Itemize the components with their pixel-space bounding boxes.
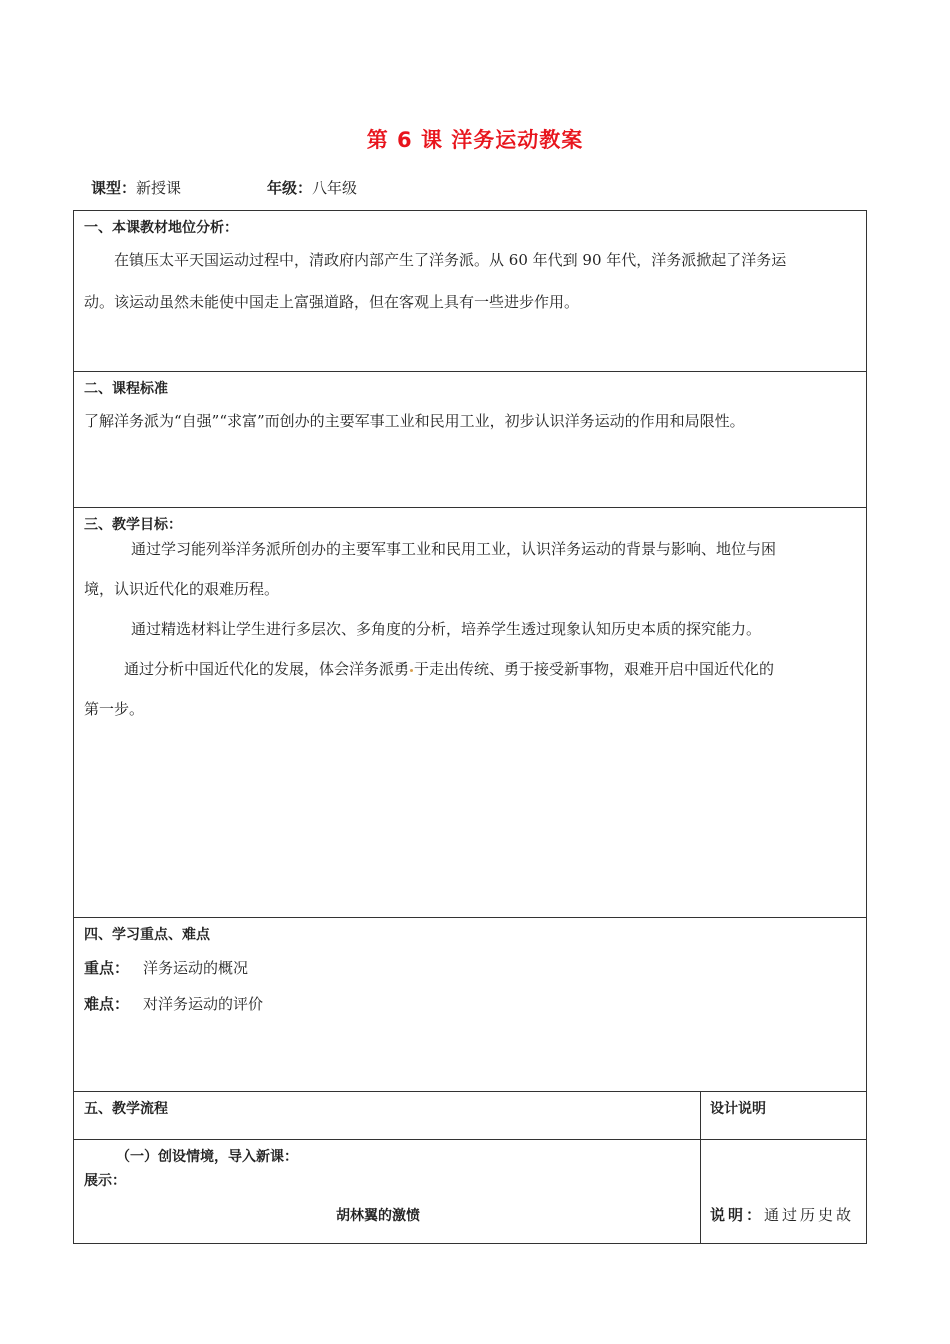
section-teaching-process-body <box>74 1139 866 1243</box>
dot-mark <box>410 669 413 672</box>
note-text: 通过历史故 <box>764 1206 855 1224</box>
step-heading: （一）创设情境，导入新课： <box>116 1149 298 1165</box>
paragraph-line: 通过学习能列举洋务派所创办的主要军事工业和民用工业，认识洋务运动的背景与影响、地位与困 <box>131 540 777 558</box>
lesson-type-value: 新授课 <box>136 179 182 197</box>
paragraph-line: 第一步。 <box>84 700 145 718</box>
story-title: 胡林翼的激愤 <box>336 1208 420 1224</box>
lesson-type-label: 课型： <box>91 179 137 197</box>
paragraph-line: 了解洋务派为“自强”“求富”而创办的主要军事工业和民用工业，初步认识洋务运动的作用和局限性。 <box>84 412 745 430</box>
grade <box>267 177 357 198</box>
lesson-plan-table <box>73 210 867 1244</box>
section-curriculum-standard <box>74 371 866 507</box>
section-heading: 三、教学目标： <box>84 517 182 533</box>
design-note-heading: 设计说明 <box>710 1101 766 1117</box>
difficult-label: 难点： <box>84 995 130 1013</box>
key-label: 重点： <box>84 959 130 977</box>
text-span: 于走出传统、勇于接受新事物，艰难开启中国近代化的 <box>414 660 775 678</box>
paragraph-line <box>124 648 774 690</box>
document-title: 第 6 课 洋务运动教案 <box>366 128 584 152</box>
difficult-value: 对洋务运动的评价 <box>143 995 264 1013</box>
column-divider <box>700 1092 701 1139</box>
note-label: 说明： <box>710 1206 765 1224</box>
show-label: 展示： <box>84 1173 126 1189</box>
grade-value: 八年级 <box>312 179 358 197</box>
paragraph-line: 通过精选材料让学生进行多层次、多角度的分析，培养学生透过现象认知历史本质的探究能力。 <box>131 620 762 638</box>
design-note <box>710 1194 854 1236</box>
paragraph-line: 在镇压太平天国运动过程中，清政府内部产生了洋务派。从 60 年代到 90 年代，洋务派掀起了洋务运 <box>114 251 787 269</box>
section-heading: 四、学习重点、难点 <box>84 927 210 943</box>
lesson-type <box>91 177 181 198</box>
section-heading: 五、教学流程 <box>84 1101 168 1117</box>
difficult-point <box>84 983 263 1025</box>
section-teaching-objectives <box>74 507 866 917</box>
text-span: 通过分析中国近代化的发展，体会洋务派勇 <box>124 660 410 678</box>
column-divider <box>700 1140 701 1243</box>
section-heading: 二、课程标准 <box>84 381 168 397</box>
grade-label: 年级： <box>267 179 313 197</box>
paragraph-line: 动。该运动虽然未能使中国走上富强道路，但在客观上具有一些进步作用。 <box>84 293 580 311</box>
section-key-points <box>74 917 866 1091</box>
key-value: 洋务运动的概况 <box>143 959 249 977</box>
section-teaching-process-header <box>74 1091 866 1139</box>
section-heading: 一、本课教材地位分析： <box>84 220 238 236</box>
section-textbook-position <box>74 211 866 371</box>
paragraph-line: 境，认识近代化的艰难历程。 <box>84 580 280 598</box>
